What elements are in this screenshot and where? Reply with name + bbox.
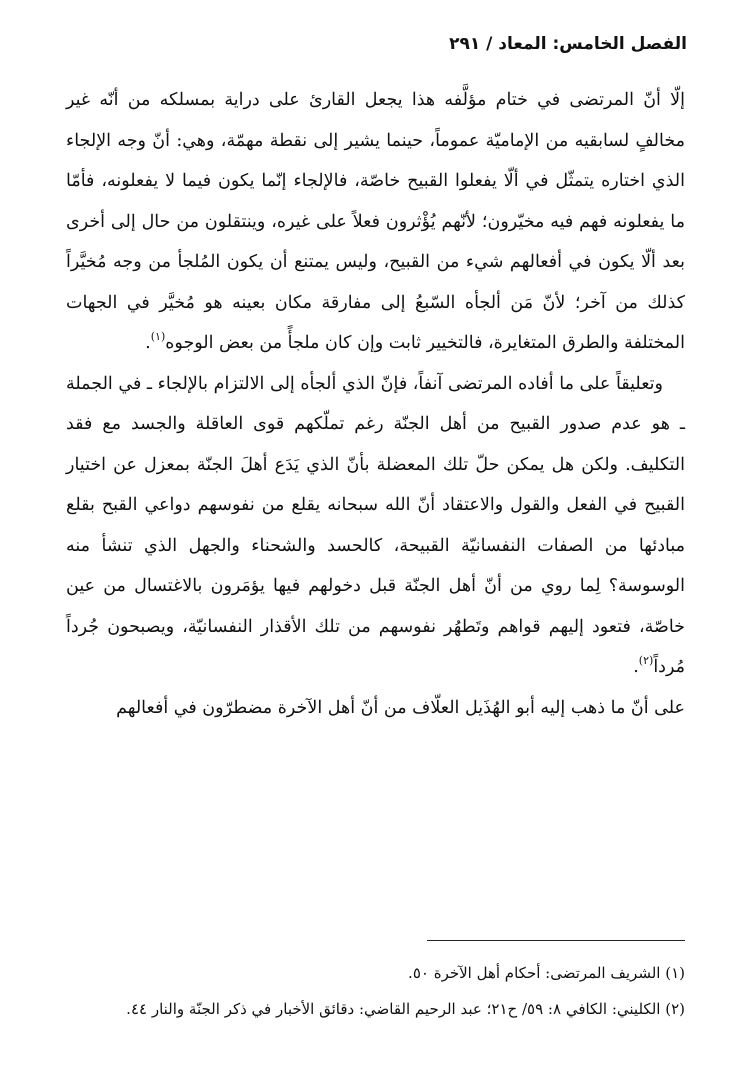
paragraph-1-text: إلّا أنّ المرتضى في ختام مؤلَّفه هذا يجعل القارئ على دراية بمسلكه من أنّه غير مخالفٍ لسابقيه من الإماميّة عموماً، حينما يشير إلى نقطة مهمّة، وهي: أنّ وجه الإلجاء الذي اختاره يتمثّل في ألّا يفعلوا القبيح خاصّة، فالإلجاء إنّما يكون فيما لا يفعلونه، فأمّا ما يفعلونه فهم فيه مخيّرون؛ لأنّهم يُؤْثرون فعلاً على غيره، وينتقلون من حال إلى أخرى بعد ألّا يكون في أفعالهم شيء من القبيح، وليس يمتنع أن يكون المُلجأ من وجه مُخيَّراً كذلك من آخر؛ لأنّ مَن ألجأه السّبعُ إلى مفارقة مكان بعينه هو مُخيَّر في الجهات المختلفة والطرق المتغايرة، فالتخيير ثابت وإن كان ملجأً من بعض الوجوه (66, 90, 685, 353)
footnote-1: (١) الشريف المرتضى: أحكام أهل الآخرة ٥٠. (408, 964, 685, 982)
footnote-divider (427, 940, 685, 941)
paragraph-3-text: على أنّ ما ذهب إليه أبو الهُذَيل العلّاف من أنّ أهل الآخرة مضطرّون في أفعالهم (116, 697, 685, 718)
main-text (66, 80, 685, 728)
paragraph-2 (66, 364, 685, 688)
header-title: الفصل الخامس: المعاد / ٢٩١ (449, 34, 687, 54)
footnotes (60, 955, 685, 1027)
footnote-2: (٢) الكليني: الكافي ٨: ٥٩/ ح٢١؛ عبد الرحيم القاضي: دقائق الأخبار في ذكر الجنّة والنار ٤٤. (126, 1000, 685, 1018)
footnote-ref-2[interactable]: (٢) (638, 654, 654, 667)
paragraph-1-end: . (145, 333, 151, 353)
paragraph-1 (66, 80, 685, 364)
running-header (64, 28, 687, 60)
paragraph-2-end: . (633, 657, 639, 677)
footnote-ref-1[interactable]: (١) (150, 330, 166, 343)
paragraph-3 (66, 688, 685, 729)
paragraph-2-text: وتعليقاً على ما أفاده المرتضى آنفاً، فإنّ الذي ألجأه إلى الالتزام بالإلجاء ـ في الجملة ـ هو عدم صدور القبيح من أهل الجنّة رغم تملّكهم قوى العاقلة والجسد مع فقد التكليف. ولكن هل يمكن حلّ تلك المعضلة بأنّ الذي يَدَع أهلَ الجنّة بمعزل عن اختيار القبيح في الفعل والقول والاعتقاد أنّ الله سبحانه يقلع من نفوسهم دواعي القبح بقلع مبادئها من الصفات النفسانيّة القبيحة، كالحسد والشحناء والجهل الذي تنشأ منه الوسوسة؟ لِما روي من أنّ أهل الجنّة قبل دخولهم فيها يؤمَرون بالاغتسال من عين خاصّة، فتعود إليهم قواهم وتَطهُر نفوسهم من تلك الأقذار النفسانيّة، ويصبحون جُرداً مُرداً (66, 373, 685, 677)
